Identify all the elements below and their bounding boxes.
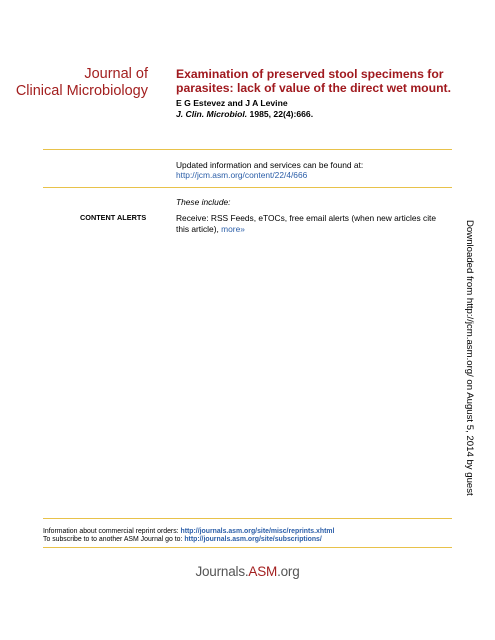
article-authors: E G Estevez and J A Levine <box>176 98 288 108</box>
subscribe-link[interactable]: http://journals.asm.org/site/subscriptions/ <box>184 536 322 543</box>
logo-prefix: Journals. <box>195 564 249 579</box>
divider-bottom <box>43 518 452 519</box>
article-title <box>176 67 476 95</box>
content-alerts-label: CONTENT ALERTS <box>80 213 147 222</box>
content-alerts-text <box>176 213 448 234</box>
journal-logo-line2: Clinical Microbiology <box>15 83 148 99</box>
download-side-note-text: Downloaded from http://jcm.asm.org/ on August 5, 2014 by guest <box>464 220 475 496</box>
logo-asm: ASM <box>248 564 278 579</box>
logo-suffix: .org <box>277 564 300 579</box>
citation-volume: 1985, 22(4):666. <box>247 109 314 119</box>
article-title-line2: parasites: lack of value of the direct wet mount. <box>176 81 451 95</box>
updates-link[interactable]: http://jcm.asm.org/content/22/4/666 <box>176 170 308 180</box>
journal-logo-line1: Journal of <box>84 66 148 82</box>
reprints-text: Information about commercial reprint orders: <box>43 528 181 535</box>
includes-heading: These include: <box>176 197 231 207</box>
journal-logo <box>10 66 148 100</box>
divider-middle <box>43 187 452 188</box>
updates-text: Updated information and services can be found at: <box>176 160 364 170</box>
subscribe-text: To subscribe to to another ASM Journal go to: <box>43 536 185 543</box>
citation-journal: J. Clin. Microbiol. <box>176 109 248 119</box>
subscribe-line <box>43 535 322 544</box>
content-alerts-description: Receive: RSS Feeds, eTOCs, free email alerts (when new articles cite this article), <box>176 213 437 234</box>
more-link[interactable]: more» <box>221 223 245 234</box>
divider-footer <box>43 547 452 548</box>
divider-top <box>43 149 452 150</box>
journals-asm-logo[interactable] <box>0 564 495 579</box>
reprints-link[interactable]: http://journals.asm.org/site/misc/reprints.xhtml <box>180 528 335 535</box>
article-citation <box>176 109 313 120</box>
article-title-line1: Examination of preserved stool specimens for <box>176 67 444 81</box>
